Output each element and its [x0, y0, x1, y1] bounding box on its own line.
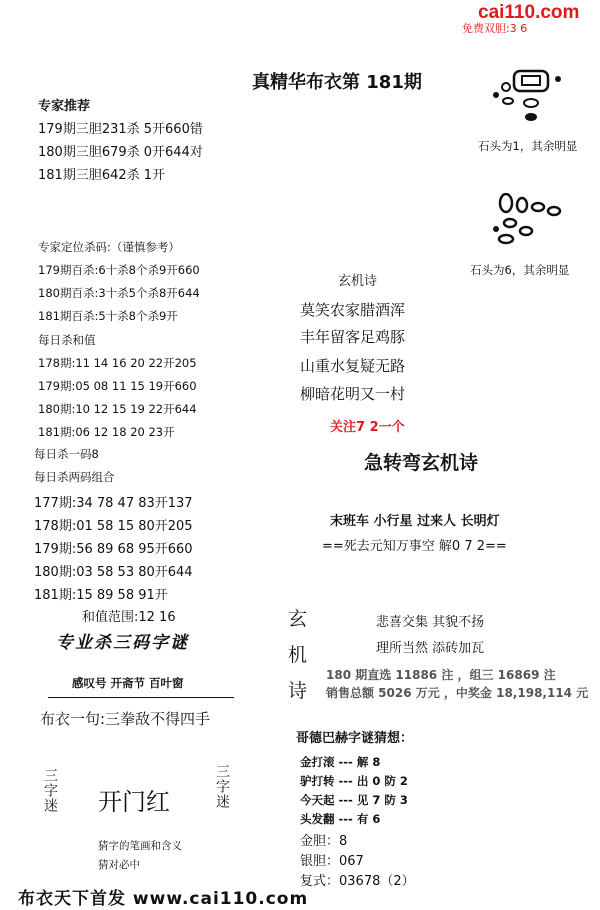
xuanji-line: 悲喜交集 其貌不扬 [376, 615, 485, 630]
xuanji-char: 诗 [288, 680, 308, 702]
stats-line: 销售总额 5026 万元 ，中奖金 18,198,114 元 [326, 686, 589, 700]
two-code-line: 177期:34 78 47 83开137 [34, 496, 193, 511]
stone-shape [499, 235, 513, 243]
expert-line: 179期三胆231杀 5开660错 [38, 122, 203, 137]
sum-kill-line: 179期:05 08 11 15 19开660 [38, 379, 197, 393]
free-double-tip: 免费双胆:3 6 [462, 22, 528, 35]
two-code-line: 181期:15 89 58 91开 [34, 588, 168, 603]
expert-heading: 专家推荐 [38, 99, 91, 114]
expert-line: 180期三胆679杀 0开644对 [38, 145, 203, 160]
stone-shape [548, 207, 560, 215]
turn-poem-line: 末班车 小行星 过来人 长明灯 [330, 514, 500, 529]
sum-kill-line: 178期:11 14 16 20 22开205 [38, 356, 197, 370]
sum-kill-line: 181期:06 12 18 20 23开 [38, 425, 175, 439]
kill-one-code: 每日杀一码8 [34, 447, 99, 461]
stone-shape [504, 219, 516, 227]
site-logo[interactable]: cai110.com [478, 2, 580, 23]
one-line-saying: 布衣一句:三拳敌不得四手 [40, 710, 211, 728]
stone-shape [500, 194, 512, 212]
stone-shape [503, 98, 513, 104]
stone-caption-2: 石头为6，其余明显 [470, 263, 570, 277]
stone-puzzle-2 [486, 193, 586, 258]
poem-line: 莫笑农家腊酒浑 [300, 301, 406, 319]
sum-range: 和值范围:12 16 [82, 610, 176, 625]
two-code-line: 179期:56 89 68 95开660 [34, 542, 193, 557]
turn-poem-line: ==死去元知万事空 解0 7 2== [322, 539, 507, 554]
sum-kill-line: 180期:10 12 15 19 22开644 [38, 402, 197, 416]
stone-puzzle-1 [486, 65, 586, 135]
riddle-hint: 猜对必中 [98, 859, 140, 871]
xuanji-char: 玄 [288, 608, 308, 630]
riddle-hint: 猜字的笔画和含义 [98, 840, 182, 852]
poem-line: 山重水复疑无路 [300, 357, 406, 375]
stone-shape [532, 203, 544, 211]
position-kill-line: 179期百杀:6十杀8个杀9开660 [38, 263, 200, 277]
goethe-line: 金打滚 --- 解 8 [300, 755, 381, 769]
stone-shape [493, 92, 499, 98]
stone-shape [514, 71, 548, 91]
divider [48, 697, 234, 698]
stone-shape [493, 226, 499, 232]
riddle-side-right: 三字迷 [214, 764, 230, 809]
stats-line: 180 期直选 11886 注 ，组三 16869 注 [326, 668, 556, 682]
focus-note: 关注7 2一个 [330, 420, 405, 435]
poem-heading: 玄机诗 [338, 274, 378, 289]
riddle-answer: 开门红 [98, 788, 170, 816]
stone-shape [525, 113, 537, 121]
stone-shape [520, 227, 532, 235]
goethe-line: 今天起 --- 见 7 防 3 [300, 793, 408, 807]
stone-caption-1: 石头为1，其余明显 [478, 139, 578, 153]
goethe-line: 头发翻 --- 有 6 [300, 812, 381, 826]
stone-shape [522, 76, 540, 85]
xuanji-char: 机 [288, 644, 308, 666]
xuanji-line: 理所当然 添砖加瓦 [376, 641, 485, 656]
stone-shape [502, 83, 510, 91]
sum-kill-heading: 每日杀和值 [38, 333, 96, 347]
poem-line: 丰年留客足鸡豚 [300, 328, 406, 346]
three-riddle-words: 感叹号 开斋节 百叶窗 [72, 676, 184, 690]
goethe-heading: 哥德巴赫字谜猜想： [296, 731, 414, 746]
page-title: 真精华布衣第 181期 [252, 72, 422, 93]
stone-shape [524, 99, 538, 107]
riddle-side-left: 三字迷 [42, 768, 58, 813]
footer-banner: 布衣天下首发 www.cai110.com [18, 889, 309, 909]
two-code-heading: 每日杀两码组合 [34, 470, 115, 484]
two-code-line: 180期:03 58 53 80开644 [34, 565, 193, 580]
expert-line: 181期三胆642杀 1开 [38, 168, 166, 183]
fushi: 复式：03678（2） [300, 874, 415, 889]
goethe-line: 驴打转 --- 出 0 防 2 [300, 774, 408, 788]
poem-line: 柳暗花明又一村 [300, 385, 406, 403]
position-kill-heading: 专家定位杀码:（谨慎参考） [38, 240, 180, 254]
silver-dan: 银胆：067 [300, 854, 364, 869]
stone-shape [517, 198, 527, 212]
position-kill-line: 181期百杀:5十杀8个杀9开 [38, 309, 178, 323]
position-kill-line: 180期百杀:3十杀5个杀8开644 [38, 286, 200, 300]
three-riddle-title: 专业杀三码字谜 [56, 633, 189, 653]
stone-shape [555, 76, 561, 82]
two-code-line: 178期:01 58 15 80开205 [34, 519, 193, 534]
turn-poem-title: 急转弯玄机诗 [364, 452, 479, 474]
gold-dan: 金胆：8 [300, 834, 348, 849]
